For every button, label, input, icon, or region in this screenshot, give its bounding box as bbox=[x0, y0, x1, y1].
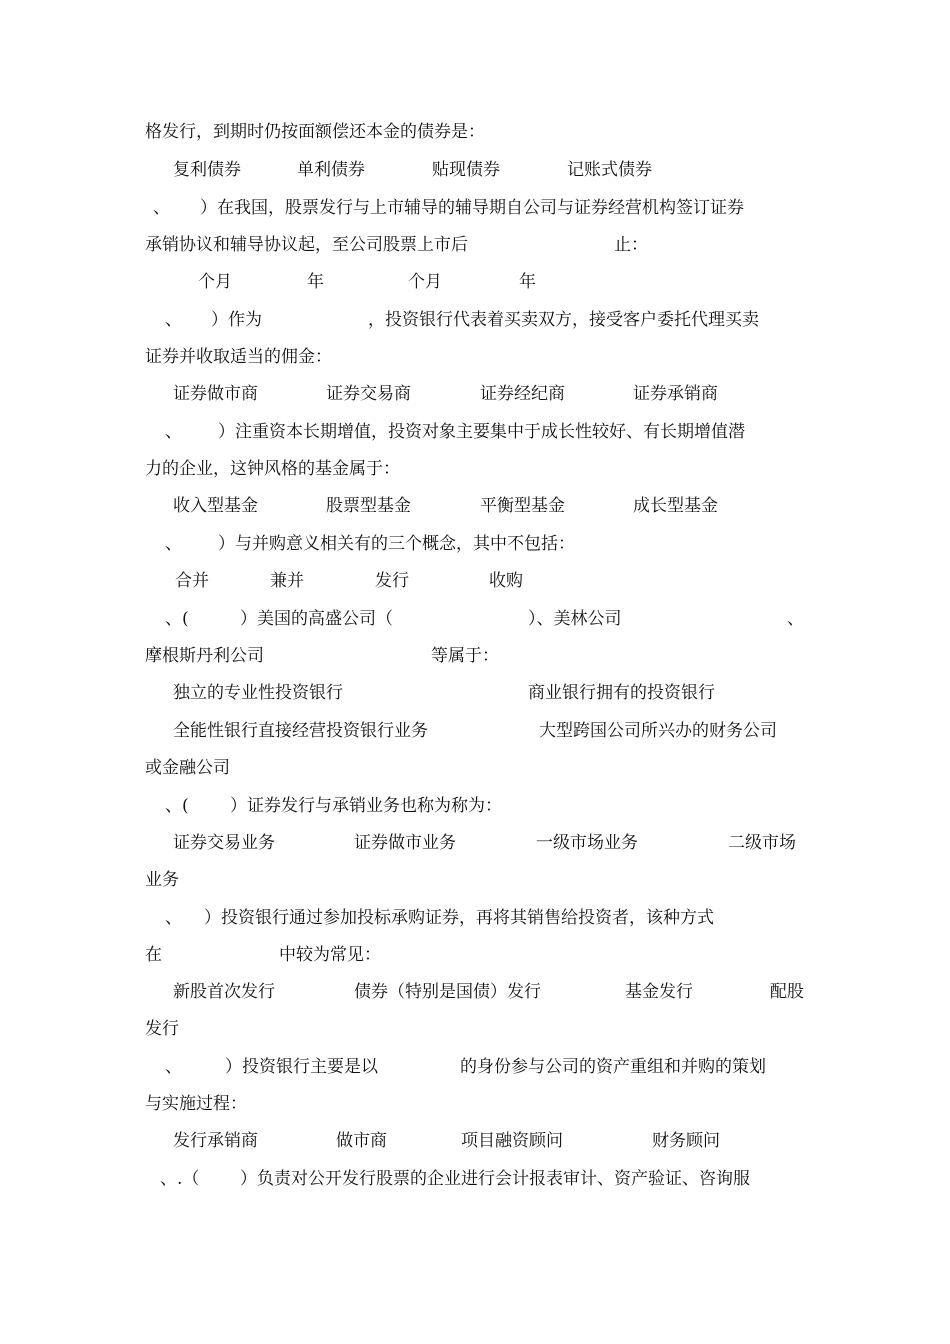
option-d-cont: 发行 bbox=[145, 1019, 179, 1039]
question-text-cont: 与实施过程： bbox=[145, 1094, 247, 1114]
option-b: 证券交易商 bbox=[326, 384, 411, 404]
question-text: ）与并购意义相关有的三个概念，其中不包括： bbox=[218, 534, 575, 554]
option-c: 证券经纪商 bbox=[480, 384, 565, 404]
option-b: 年 bbox=[307, 272, 324, 292]
question-text: 的身份参与公司的资产重组和并购的策划 bbox=[460, 1057, 766, 1077]
option-c: 一级市场业务 bbox=[536, 833, 638, 853]
option-b: 做市商 bbox=[336, 1131, 387, 1151]
option-d: 二级市场 bbox=[728, 833, 796, 853]
option-b: 兼并 bbox=[270, 571, 304, 591]
option-d: 大型跨国公司所兴办的财务公司 bbox=[539, 721, 777, 741]
option-c: 发行 bbox=[375, 571, 409, 591]
option-a: 证券做市商 bbox=[173, 384, 258, 404]
question-text: ）作为 bbox=[211, 310, 262, 330]
question-text: ）注重资本长期增值，投资对象主要集中于成长性较好、有长期增值潜 bbox=[218, 422, 745, 442]
question-text-cont: 摩根斯丹利公司 bbox=[145, 646, 264, 666]
question-text: ）证券发行与承销业务也称为称为： bbox=[230, 796, 502, 816]
option-a: 证券交易业务 bbox=[173, 833, 275, 853]
option-c: 基金发行 bbox=[625, 982, 693, 1002]
question-text-cont: 中较为常见： bbox=[279, 945, 381, 965]
option-b: 债券（特别是国债）发行 bbox=[354, 982, 541, 1002]
option-a: 独立的专业性投资银行 bbox=[173, 683, 343, 703]
question-number: 、 bbox=[165, 422, 182, 442]
option-b: 股票型基金 bbox=[326, 496, 411, 516]
question-text: 、 bbox=[787, 609, 804, 629]
question-number: 、 bbox=[153, 198, 170, 218]
question-text: ）美国的高盛公司（ bbox=[240, 609, 393, 629]
question-text-cont: 力的企业，这钟风格的基金属于： bbox=[145, 459, 400, 479]
option-d: 财务顾问 bbox=[652, 1131, 720, 1151]
question-text: ）投资银行通过参加投标承购证券，再将其销售给投资者，该种方式 bbox=[204, 908, 714, 928]
question-text: ）负责对公开发行股票的企业进行会计报表审计、资产验证、咨询服 bbox=[240, 1169, 750, 1189]
option-a: 合并 bbox=[175, 571, 209, 591]
option-d: 证券承销商 bbox=[633, 384, 718, 404]
text-line: 格发行，到期时仍按面额偿还本金的债券是： bbox=[145, 122, 485, 142]
question-number: 、 bbox=[165, 1057, 182, 1077]
option-a: 新股首次发行 bbox=[173, 982, 275, 1002]
option-d-cont: 或金融公司 bbox=[145, 758, 230, 778]
question-number: 、( bbox=[165, 796, 189, 816]
option-d: 配股 bbox=[770, 982, 804, 1002]
option-d-cont: 业务 bbox=[145, 870, 179, 890]
option-b: 商业银行拥有的投资银行 bbox=[528, 683, 715, 703]
option-c: 个月 bbox=[408, 272, 442, 292]
option-b: 单利债券 bbox=[297, 160, 365, 180]
question-text: ）在我国，股票发行与上市辅导的辅导期自公司与证券经营机构签订证券 bbox=[200, 198, 744, 218]
option-d: 成长型基金 bbox=[633, 496, 718, 516]
option-d: 记账式债券 bbox=[567, 160, 652, 180]
question-text-cont: 证券并收取适当的佣金： bbox=[145, 347, 332, 367]
question-text: ）、美林公司 bbox=[528, 609, 622, 629]
question-text-end: 止： bbox=[614, 235, 648, 255]
option-b: 证券做市业务 bbox=[354, 833, 456, 853]
question-number: 、 bbox=[165, 908, 182, 928]
option-a: 收入型基金 bbox=[173, 496, 258, 516]
option-c: 平衡型基金 bbox=[480, 496, 565, 516]
option-c: 项目融资顾问 bbox=[461, 1131, 563, 1151]
option-a: 发行承销商 bbox=[173, 1131, 258, 1151]
question-text: ，投资银行代表着买卖双方，接受客户委托代理买卖 bbox=[368, 310, 759, 330]
question-text: ）投资银行主要是以 bbox=[225, 1057, 378, 1077]
option-c: 全能性银行直接经营投资银行业务 bbox=[173, 721, 428, 741]
option-d: 年 bbox=[519, 272, 536, 292]
question-text-cont: 在 bbox=[145, 945, 162, 965]
option-a: 复利债券 bbox=[173, 160, 241, 180]
question-number: 、.（ bbox=[160, 1169, 200, 1189]
option-a: 个月 bbox=[198, 272, 232, 292]
question-text-cont: 等属于： bbox=[431, 646, 499, 666]
question-number: 、 bbox=[165, 310, 182, 330]
question-number: 、 bbox=[165, 534, 182, 554]
question-text-cont: 承销协议和辅导协议起，至公司股票上市后 bbox=[145, 235, 468, 255]
option-d: 收购 bbox=[489, 571, 523, 591]
option-c: 贴现债券 bbox=[432, 160, 500, 180]
question-number: 、( bbox=[165, 609, 189, 629]
